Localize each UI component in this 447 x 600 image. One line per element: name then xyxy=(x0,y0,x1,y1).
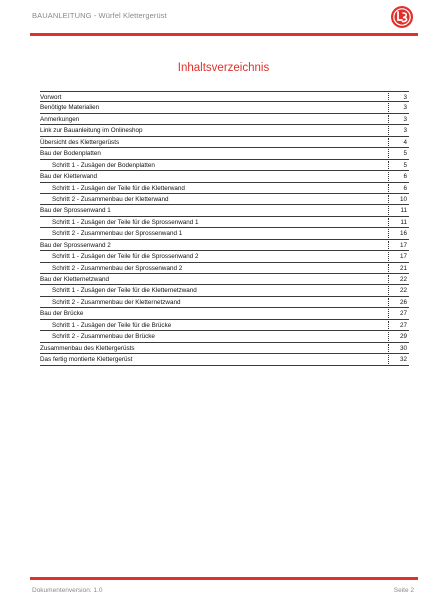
toc-entry[interactable] xyxy=(40,183,409,194)
toc-dotted-separator xyxy=(388,93,389,100)
toc-entry[interactable] xyxy=(40,240,409,251)
toc-entry-page: 29 xyxy=(399,333,407,341)
toc-entry-page: 17 xyxy=(399,253,407,261)
toc-entry[interactable] xyxy=(40,308,409,319)
toc-entry[interactable] xyxy=(40,91,409,102)
toc-entry-page: 30 xyxy=(399,344,407,352)
toc-entry-page: 11 xyxy=(400,218,407,226)
toc-dotted-separator xyxy=(388,229,389,237)
footer-divider xyxy=(30,577,418,580)
toc-entry-label: Schritt 1 - Zusägen der Teile für die Sprossenwand 2 xyxy=(52,253,199,261)
toc-entry[interactable] xyxy=(40,217,409,228)
toc-entry-page: 21 xyxy=(399,264,407,272)
toc-dotted-separator xyxy=(388,298,389,306)
toc-entry-label: Schritt 2 - Zusammenbau der Brücke xyxy=(52,333,155,341)
toc-entry-label: Schritt 2 - Zusammenbau der Sprossenwand 1 xyxy=(52,230,183,238)
toc-entry-page: 22 xyxy=(399,276,407,283)
toc-entry-page: 3 xyxy=(403,104,407,112)
toc-entry-label: Das fertig montierte Klettergerüst xyxy=(40,356,133,364)
toc-dotted-separator xyxy=(388,275,389,283)
toc-entry-label: Schritt 1 - Zusägen der Teile für die Brücke xyxy=(52,321,172,329)
toc-entry[interactable] xyxy=(40,160,409,171)
toc-dotted-separator xyxy=(388,195,389,203)
toc-dotted-separator xyxy=(388,309,389,317)
toc-entry[interactable] xyxy=(40,331,409,342)
toc-entry-page: 6 xyxy=(403,173,407,181)
toc-entry[interactable] xyxy=(40,194,409,205)
toc-entry-page: 26 xyxy=(399,298,407,306)
toc-entry[interactable] xyxy=(40,114,409,125)
toc-dotted-separator xyxy=(388,344,389,352)
toc-heading: Inhaltsverzeichnis xyxy=(177,62,270,74)
toc-entry-label: Bau der Sprossenwand 1 xyxy=(40,207,111,215)
toc-dotted-separator xyxy=(388,206,389,214)
toc-entry[interactable] xyxy=(40,274,409,285)
toc-entry-page: 27 xyxy=(399,310,407,318)
toc-entry-label: Benötigte Materialien xyxy=(40,104,100,112)
toc-entry-label: Bau der Sprossenwand 2 xyxy=(40,241,111,249)
toc-entry[interactable] xyxy=(40,354,409,365)
toc-dotted-separator xyxy=(388,115,389,123)
toc-entry-label: Bau der Brücke xyxy=(40,310,84,318)
toc-entry-page: 4 xyxy=(403,138,407,146)
toc-entry-page: 6 xyxy=(403,184,407,192)
toc-entry[interactable] xyxy=(40,125,409,136)
toc-entry-page: 11 xyxy=(400,207,407,215)
toc-entry-label: Zusammenbau des Klettergerüsts xyxy=(40,344,135,352)
toc-entry[interactable] xyxy=(40,148,409,159)
toc-entry-label: Bau der Bodenplatten xyxy=(40,150,101,158)
toc-entry-label: Link zur Bauanleitung im Onlineshop xyxy=(40,127,143,135)
toc-dotted-separator xyxy=(388,264,389,272)
toc-entry-label: Schritt 1 - Zusägen der Teile für die Kletterwand xyxy=(52,184,185,192)
toc-entry-label: Vorwort xyxy=(40,94,62,101)
toc-dotted-separator xyxy=(388,241,389,249)
brand-logo-icon xyxy=(390,5,414,29)
toc-dotted-separator xyxy=(388,321,389,329)
toc-entry-label: Schritt 1 - Zusägen der Bodenplatten xyxy=(52,161,155,169)
toc-entry-page: 10 xyxy=(399,195,407,203)
toc-entry-page: 5 xyxy=(403,161,407,169)
header-title: BAUANLEITUNG - Würfel Klettergerüst xyxy=(32,11,167,20)
header-divider xyxy=(30,33,418,36)
toc-dotted-separator xyxy=(388,332,389,340)
toc-dotted-separator xyxy=(388,138,389,146)
toc-entry[interactable] xyxy=(40,137,409,148)
toc-entry-page: 3 xyxy=(403,94,407,101)
toc-entry-label: Bau der Kletterwand xyxy=(40,173,98,181)
toc-entry[interactable] xyxy=(40,205,409,216)
toc-entry[interactable] xyxy=(40,251,409,262)
toc-entry[interactable] xyxy=(40,297,409,308)
toc-entry[interactable] xyxy=(40,171,409,182)
toc-entry-label: Schritt 1 - Zusägen der Teile für die Sprossenwand 1 xyxy=(52,218,199,226)
toc-entry[interactable] xyxy=(40,320,409,331)
toc-dotted-separator xyxy=(388,355,389,363)
document-version: Dokumentenversion: 1.0 xyxy=(32,587,103,594)
toc-entry-page: 16 xyxy=(399,230,407,238)
toc-dotted-separator xyxy=(388,218,389,226)
toc-entry-label: Anmerkungen xyxy=(40,115,80,123)
toc-entry[interactable] xyxy=(40,228,409,239)
toc-entry-page: 3 xyxy=(403,115,407,123)
toc-dotted-separator xyxy=(388,172,389,180)
toc-entry-label: Schritt 2 - Zusammenbau der Sprossenwand 2 xyxy=(52,264,183,272)
toc-dotted-separator xyxy=(388,149,389,157)
toc-entry-label: Bau der Kletternetzwand xyxy=(40,276,109,283)
toc-entry-label: Schritt 1 - Zusägen der Teile für die Kletternetzwand xyxy=(52,287,197,295)
toc-dotted-separator xyxy=(388,184,389,192)
toc-dotted-separator xyxy=(388,126,389,134)
toc-entry-page: 27 xyxy=(399,321,407,329)
toc-entry[interactable] xyxy=(40,102,409,113)
toc-entry-label: Schritt 2 - Zusammenbau der Kletternetzwand xyxy=(52,298,181,306)
toc-entry-page: 22 xyxy=(399,287,407,295)
toc-dotted-separator xyxy=(388,252,389,260)
toc-entry[interactable] xyxy=(40,343,409,354)
toc-entry-label: Schritt 2 - Zusammenbau der Kletterwand xyxy=(52,195,169,203)
toc-dotted-separator xyxy=(388,161,389,169)
toc-entry[interactable] xyxy=(40,263,409,274)
table-of-contents xyxy=(40,91,409,366)
page-number: Seite 2 xyxy=(393,587,414,594)
toc-entry-label: Übersicht des Klettergerüsts xyxy=(40,138,120,146)
toc-entry-page: 17 xyxy=(399,241,407,249)
toc-entry-page: 3 xyxy=(403,127,407,135)
toc-entry-page: 5 xyxy=(403,150,407,158)
toc-dotted-separator xyxy=(388,103,389,111)
toc-dotted-separator xyxy=(388,286,389,294)
toc-entry-page: 32 xyxy=(399,356,407,364)
toc-entry[interactable] xyxy=(40,285,409,296)
